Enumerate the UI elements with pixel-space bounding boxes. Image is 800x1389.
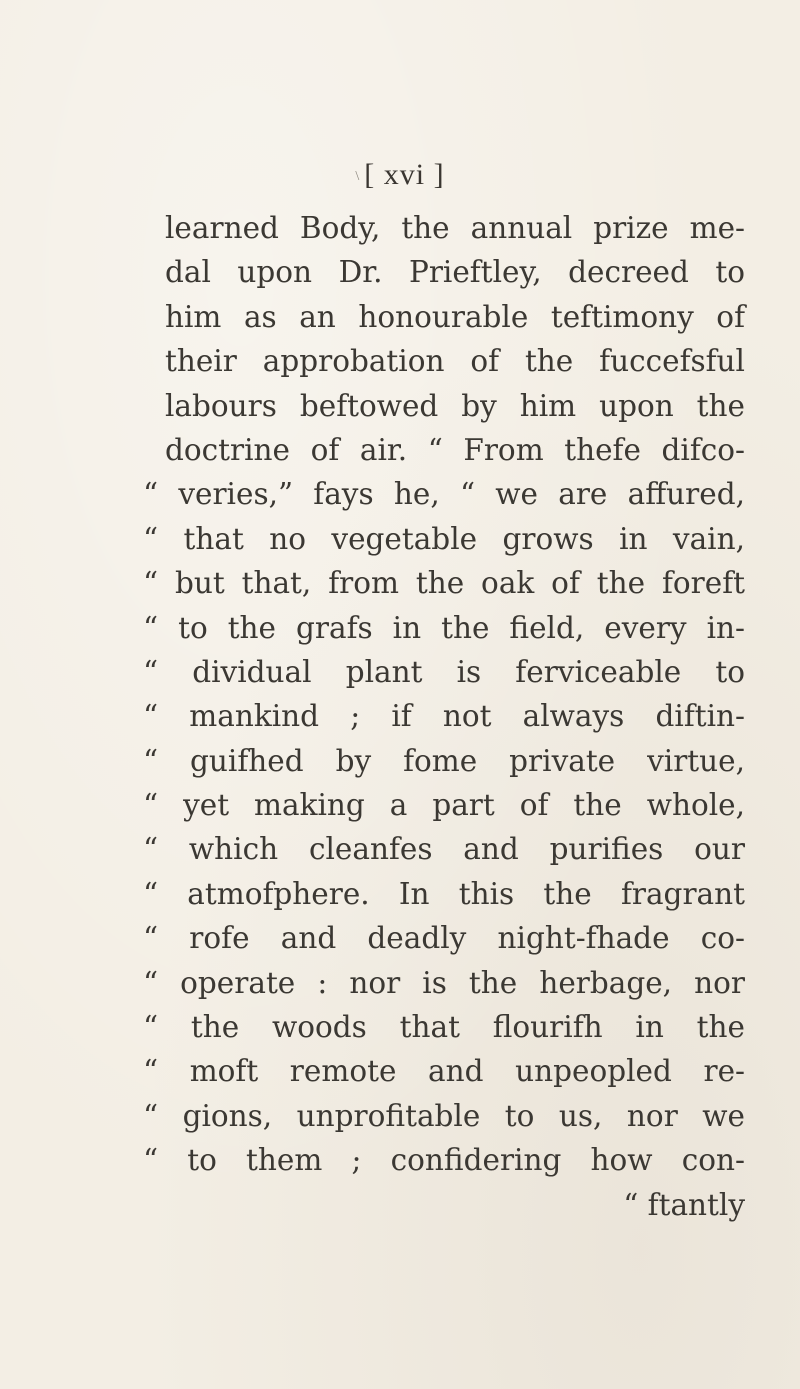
text-line: “ but that, from the oak of the foreft <box>143 566 745 601</box>
text-line: him as an honourable teftimony of <box>165 299 745 334</box>
text-line: dal upon Dr. Prieftley, decreed to <box>165 255 745 290</box>
text-line: “ dividual plant is ferviceable to <box>143 654 745 689</box>
text-line: “ to the grafs in the field, every in- <box>143 610 745 645</box>
text-line: learned Body, the annual prize me- <box>165 211 745 245</box>
signature-mark: \ <box>355 169 361 185</box>
text-line: “ veries,” fays he, “ we are affured, <box>143 477 745 512</box>
body-text <box>143 206 745 1227</box>
text-line: their approbation of the fuccefsful <box>165 344 745 379</box>
page-number: [ xvi ] <box>364 158 445 191</box>
text-line: “ mankind ; if not always diftin- <box>143 699 745 734</box>
text-line: “ atmofphere. In this the fragrant <box>143 876 745 911</box>
text-line: “ gions, unprofitable to us, nor we <box>143 1098 745 1133</box>
text-line: “ that no vegetable grows in vain, <box>143 521 745 556</box>
catchword: “ ftantly <box>623 1187 745 1222</box>
text-line: “ moft remote and unpeopled re- <box>143 1054 745 1089</box>
text-line: “ which cleanfes and purifies our <box>143 832 745 867</box>
text-line: labours beftowed by him upon the <box>165 388 745 423</box>
text-line: “ operate : nor is the herbage, nor <box>143 965 745 1000</box>
text-line: “ rofe and deadly night-fhade co- <box>143 921 745 956</box>
text-line: “ yet making a part of the whole, <box>143 788 745 823</box>
text-line: “ the woods that flourifh in the <box>143 1010 745 1045</box>
text-line: “ guifhed by fome private virtue, <box>143 743 745 778</box>
text-line: “ to them ; confidering how con- <box>143 1143 745 1178</box>
page-header <box>0 158 800 192</box>
text-line: doctrine of air. “ From thefe difco- <box>165 432 745 467</box>
